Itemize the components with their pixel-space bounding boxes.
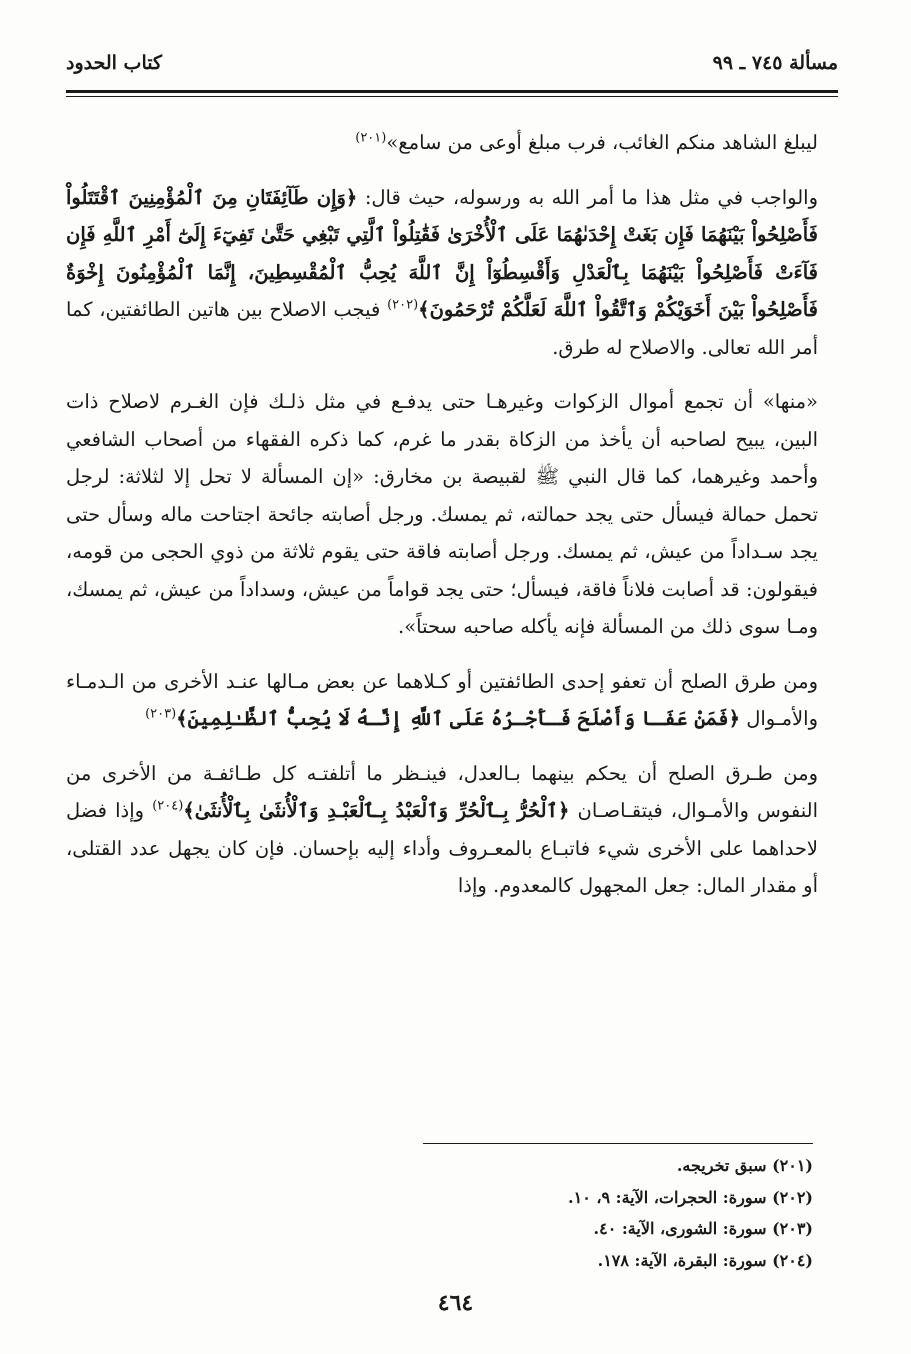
- issue-range: مسألة ٧٤٥ ـ ٩٩: [712, 52, 838, 74]
- footnote-item: (٢٠٤) سورة: البقرة، الآية: ١٧٨.: [597, 1250, 813, 1270]
- footnote-item: (٢٠١) سبق تخريجه.: [676, 1156, 813, 1175]
- page-header: [66, 52, 838, 92]
- paragraph-outro: وإذا فضل لاحداهما على الأخرى شيء فاتبـاع بالمعـروف وأداء إليه بإحسان. فإن كان يجهل عدد القتلى، أو مقدار المال: جعل المجهول كالمعدوم. وإذا: [66, 799, 818, 897]
- paragraph-3: [66, 383, 818, 646]
- paragraph-intro: والواجب في مثل هذا ما أمر الله به ورسوله، حيث قال:: [357, 185, 818, 209]
- paragraph-intro: ومن طـرق الصلح أن يحكم بينهما بـالعدل، فينـظر ما أتلفتـه كل طـائفـة من الأخرى من النفوس والأمـوال، فيتقـاصـان: [66, 761, 818, 822]
- footnote-ref: (٢٠٢): [387, 297, 419, 313]
- footnote-separator: [423, 1143, 813, 1144]
- main-text: [66, 124, 818, 905]
- quran-verse: ﴿ٱلْحُرُّ بِـٱلْحُرِّ وَٱلْعَبْدُ بِـٱلْعَبْـدِ وَٱلْأُنثَىٰ بِٱلْأُنثَىٰ﴾: [183, 799, 570, 822]
- footnote-item: (٢٠٣) سورة: الشورى، الآية: ٤٠.: [593, 1219, 813, 1238]
- book-title: كتاب الحدود: [66, 52, 163, 74]
- paragraph-text: ليبلغ الشاهد منكم الغائب، فرب مبلغ أوعى من سامع»: [386, 131, 818, 154]
- quran-verse: ﴿فَمَنْ عَفَـا وَأَصْلَحَ فَـأَجْـرُهُ عَلَى ٱللَّهِ إِنَّـهُ لَا يُحِبُّ ٱلظَّـٰلِمِينَ﴾: [176, 707, 741, 730]
- footnote-ref: (٢٠٣): [145, 706, 177, 722]
- page-number: ٤٦٤: [437, 1290, 474, 1316]
- footnote-ref: (٢٠٤): [152, 798, 184, 814]
- paragraph-text: «منها» أن تجمع أموال الزكوات وغيرهـا حتى يدفـع في مثل ذلـك فإن الغـرم لاصلاح ذات البين، يبيح لصاحبه أن يأخذ من الزكاة بقدر ما غرم، كما ذكره الفقهاء من أصحاب الشافعي وأحمد وغيرهما، كما قال النبي ﷺ لقبيصة بن مخارق: «إن المسألة لا تحل إلا لثلاثة: لرجل تحمل حمالة فيسأل حتى يجد حمالته، ثم يمسك. ورجل أصابته جائحة اجتاحت ماله وسأل حتى يجد سـداداً من عيش، ثم يمسك. ورجل أصابته فاقة حتى يقوم ثلاثة من ذوي الحجى من قومه، فيقولون: قد أصابت فلاناً فاقة، فيسأل؛ حتى يجد قواماً من عيش، وسداداً من عيش، ثم يمسك، ومـا سوى ذلك من المسألة فإنه يأكله صاحبه سحتاً».: [66, 390, 818, 638]
- footnotes: [113, 1150, 813, 1276]
- paragraph-intro: ومن طرق الصلح أن تعفو إحدى الطائفتين أو كـلاهما عن بعض مـالها عنـد الأخرى من الـدمـاء والأمـوال: [66, 669, 818, 730]
- paragraph-5: [66, 755, 818, 905]
- paragraph-2: [66, 179, 818, 367]
- paragraph-1: [66, 124, 818, 162]
- header-rule-thin: [66, 96, 838, 97]
- paragraph-outro: فيجب الاصلاح بين هاتين الطائفتين، كما أمر الله تعالى. والاصلاح له طرق.: [66, 298, 818, 359]
- footnote-ref: (٢٠١): [355, 130, 387, 146]
- quran-verse: ﴿وَإِن طَآئِفَتَانِ مِنَ ٱلْمُؤْمِنِينَ ٱقْتَتَلُواْ فَأَصْلِحُواْ بَيْنَهُمَا فَإِن بَغَتْ إِحْدَىٰهُمَا عَلَى ٱلْأُخْرَىٰ فَقَٰتِلُواْ ٱلَّتِي تَبْغِي حَتَّىٰ تَفِيٓءَ إِلَىٰٓ أَمْرِ ٱللَّهِ فَإِن فَآءَتْ فَأَصْلِحُواْ بَيْنَهُمَا بِٱلْعَدْلِ وَأَقْسِطُوٓاْ إِنَّ ٱللَّهَ يُحِبُّ ٱلْمُقْسِطِينَ، إِنَّمَا ٱلْمُؤْمِنُونَ إِخْوَةٌ فَأَصْلِحُواْ بَيْنَ أَخَوَيْكُمْ وَٱتَّقُواْ ٱللَّهَ لَعَلَّكُمْ تُرْحَمُونَ﴾: [66, 185, 818, 321]
- paragraph-4: [66, 663, 818, 738]
- footnote-item: (٢٠٢) سورة: الحجرات، الآية: ٩، ١٠.: [568, 1187, 813, 1207]
- header-rule-thick: [66, 90, 838, 93]
